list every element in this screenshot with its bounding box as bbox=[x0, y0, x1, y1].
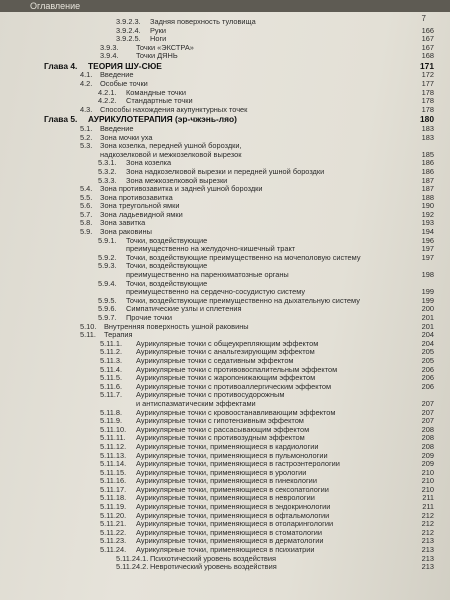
toc-entry-page: 213 bbox=[421, 545, 434, 555]
toc-chapter bbox=[0, 61, 450, 72]
toc-entry-page: 210 bbox=[421, 467, 434, 477]
toc-entry bbox=[0, 469, 450, 478]
toc-entry bbox=[0, 80, 450, 89]
toc-entry-number: 5.11.16. bbox=[100, 476, 127, 486]
toc-entry-number: 4.2.1. bbox=[98, 87, 117, 97]
toc-entry-number: 5.11.1. bbox=[100, 338, 123, 348]
toc-entry-number: 5.3. bbox=[80, 141, 93, 151]
toc-entry-page: 199 bbox=[421, 295, 434, 305]
toc-entry-title: Аурикулярные точки, применяющиеся в пульмонологии bbox=[136, 452, 416, 461]
toc-entry bbox=[0, 106, 450, 115]
toc-entry-number: 5.11.19. bbox=[100, 502, 127, 512]
toc-entry-title: Аурикулярные точки с общеукрепляющим эффектом bbox=[136, 340, 416, 349]
toc-entry-title: Задняя поверхность туловища bbox=[150, 18, 416, 27]
toc-entry-page: 208 bbox=[421, 441, 434, 451]
toc-entry-title: Точки, воздействующие bbox=[126, 262, 416, 271]
toc-entry-page: 178 bbox=[421, 104, 434, 114]
toc-entry-number: 5.11.18. bbox=[100, 493, 127, 503]
toc-entry-page: 213 bbox=[421, 536, 434, 546]
toc-entry-title: Зона раковины bbox=[100, 228, 416, 237]
toc-entry-page: 204 bbox=[421, 338, 434, 348]
toc-entry-title: Зона межкозелковой вырезки bbox=[126, 177, 416, 186]
toc-entry bbox=[0, 134, 450, 143]
toc-entry-page: 194 bbox=[421, 227, 434, 237]
toc-entry-number: 5.11.10. bbox=[100, 424, 127, 434]
toc-entry-title: Аурикулярные точки, применяющиеся в офтальмологии bbox=[136, 512, 416, 521]
toc-entry-number: 5.11.24.1. bbox=[116, 553, 149, 563]
toc-entry-page: 187 bbox=[421, 184, 434, 194]
toc-entry-title: Аурикулярные точки с жаропонижающим эффектом bbox=[136, 374, 416, 383]
toc-entry-title: Стандартные точки bbox=[126, 97, 416, 106]
toc-entry-page: 207 bbox=[421, 407, 434, 417]
toc-entry bbox=[0, 331, 450, 340]
toc-entry bbox=[0, 159, 450, 168]
toc-entry-title: Зона завитка bbox=[100, 219, 416, 228]
toc-entry bbox=[0, 168, 450, 177]
toc-entry bbox=[0, 460, 450, 469]
toc-entry-page: 193 bbox=[421, 218, 434, 228]
toc-entry-number: 5.2. bbox=[80, 132, 93, 142]
toc-entry-page: 213 bbox=[421, 553, 434, 563]
toc-entry-page: 205 bbox=[421, 355, 434, 365]
toc-entry-page: 186 bbox=[421, 166, 434, 176]
toc-entry bbox=[0, 383, 450, 392]
toc-entry-number: 3.9.2.5. bbox=[116, 34, 141, 44]
toc-entry bbox=[0, 400, 450, 409]
toc-entry-page: 200 bbox=[421, 304, 434, 314]
toc-entry-page: 206 bbox=[421, 364, 434, 374]
toc-entry bbox=[0, 340, 450, 349]
toc-entry-page: 177 bbox=[421, 79, 434, 89]
toc-entry-title: преимущественно на сердечно-сосудистую систему bbox=[126, 288, 416, 297]
toc-entry bbox=[0, 529, 450, 538]
toc-entry bbox=[0, 35, 450, 44]
toc-entry-title: Зона треугольной ямки bbox=[100, 202, 416, 211]
toc-entry-number: 4.2.2. bbox=[98, 96, 117, 106]
toc-entry bbox=[0, 211, 450, 220]
toc-entry-number: 5.9.1. bbox=[98, 235, 117, 245]
page-number: 7 bbox=[421, 14, 426, 23]
toc-entry-page: 178 bbox=[421, 96, 434, 106]
toc-entry-page: 209 bbox=[421, 450, 434, 460]
toc-entry-number: 5.5. bbox=[80, 192, 93, 202]
toc-entry-title: Аурикулярные точки, применяющиеся в урологии bbox=[136, 469, 416, 478]
toc-entry-page: 206 bbox=[421, 381, 434, 391]
toc-entry-title: Аурикулярные точки с кровоостанавливающим эффектом bbox=[136, 409, 416, 418]
toc-entry-title: Прочие точки bbox=[126, 314, 416, 323]
toc-entry-title: Психотический уровень воздействия bbox=[150, 555, 416, 564]
toc-entry-title: Зона противозавитка и задней ушной бороздки bbox=[100, 185, 416, 194]
toc-entry-page: 201 bbox=[421, 321, 434, 331]
toc-entry-title: Зона надкозелковой вырезки и передней ушной бороздки bbox=[126, 168, 416, 177]
toc-entry-number: 5.10. bbox=[80, 321, 97, 331]
toc-entry bbox=[0, 89, 450, 98]
toc-entry-number: 5.11.21. bbox=[100, 519, 127, 529]
toc-entry bbox=[0, 494, 450, 503]
toc-entry-number: 5.1. bbox=[80, 123, 93, 133]
toc-entry-page: 208 bbox=[421, 424, 434, 434]
toc-entry-title: Зона ладьевидной ямки bbox=[100, 211, 416, 220]
toc-entry bbox=[0, 228, 450, 237]
toc-entry-title: Аурикулярные точки с противоаллергическим эффектом bbox=[136, 383, 416, 392]
toc-entry bbox=[0, 71, 450, 80]
toc-entry bbox=[0, 297, 450, 306]
toc-entry bbox=[0, 262, 450, 271]
toc-entry bbox=[0, 555, 450, 564]
toc-entry-number: 5.11.23. bbox=[100, 536, 127, 546]
toc-entry-title: Симпатические узлы и сплетения bbox=[126, 305, 416, 314]
toc-entry-page: 171 bbox=[420, 60, 434, 71]
toc-entry-number: 5.11.17. bbox=[100, 484, 127, 494]
toc-entry bbox=[0, 237, 450, 246]
toc-entry-number: 5.11.14. bbox=[100, 459, 127, 469]
toc-entry-page: 180 bbox=[420, 114, 434, 125]
toc-entry-title: Аурикулярные точки, применяющиеся в кардиологии bbox=[136, 443, 416, 452]
toc-entry-number: 5.11.22. bbox=[100, 527, 127, 537]
toc-entry-page: 199 bbox=[421, 287, 434, 297]
toc-entry-number: 5.11.20. bbox=[100, 510, 127, 520]
toc-entry-number: 5.11.8. bbox=[100, 407, 123, 417]
toc-entry-page: 178 bbox=[421, 87, 434, 97]
toc-entry bbox=[0, 348, 450, 357]
toc-entry-number: 5.9.6. bbox=[98, 304, 117, 314]
toc-entry-title: Аурикулярные точки, применяющиеся в сексопатологии bbox=[136, 486, 416, 495]
toc-entry-number: 5.9.2. bbox=[98, 252, 117, 262]
toc-entry-number: 4.1. bbox=[80, 70, 93, 80]
toc-entry-title: Точки, воздействующие преимущественно на дыхательную систему bbox=[126, 297, 416, 306]
toc-entry-number: 5.9.3. bbox=[98, 261, 117, 271]
toc-entry-title: Аурикулярные точки с рассасывающим эффектом bbox=[136, 426, 416, 435]
toc-entry-title: Введение bbox=[100, 71, 416, 80]
toc-entry bbox=[0, 563, 450, 572]
toc-entry bbox=[0, 271, 450, 280]
toc-entry-title: Аурикулярные точки с гипотензивным эффектом bbox=[136, 417, 416, 426]
toc-entry-page: 207 bbox=[421, 416, 434, 426]
toc-entry-number: 5.4. bbox=[80, 184, 93, 194]
toc-entry bbox=[0, 177, 450, 186]
header-title: Оглавление bbox=[30, 1, 81, 11]
toc-entry bbox=[0, 314, 450, 323]
toc-entry-page: 210 bbox=[421, 476, 434, 486]
toc-entry-title: Аурикулярные точки, применяющиеся в стоматологии bbox=[136, 529, 416, 538]
toc-entry bbox=[0, 288, 450, 297]
toc-entry bbox=[0, 18, 450, 27]
toc-entry-number: 4.2. bbox=[80, 79, 93, 89]
toc-entry-number: 5.3.3. bbox=[98, 175, 117, 185]
toc-entry-page: 192 bbox=[421, 209, 434, 219]
toc-entry bbox=[0, 409, 450, 418]
toc-entry-page: 212 bbox=[421, 519, 434, 529]
toc-entry-number: 5.11.4. bbox=[100, 364, 123, 374]
toc-entry-title: Аурикулярные точки, применяющиеся в неврологии bbox=[136, 494, 416, 503]
toc-entry bbox=[0, 417, 450, 426]
toc-entry bbox=[0, 151, 450, 160]
toc-entry-title: Аурикулярные точки, применяющиеся в отоларингологии bbox=[136, 520, 416, 529]
toc-entry-page: 205 bbox=[421, 347, 434, 357]
toc-entry-number: 5.9.4. bbox=[98, 278, 117, 288]
toc-entry-page: 166 bbox=[421, 25, 434, 35]
toc-entry-title: Точки, воздействующие преимущественно на мочеполовую систему bbox=[126, 254, 416, 263]
toc-entry bbox=[0, 391, 450, 400]
toc-entry bbox=[0, 443, 450, 452]
toc-entry-title: Аурикулярные точки, применяющиеся в гинекологии bbox=[136, 477, 416, 486]
toc-entry-title: Аурикулярные точки с анальгезирующим эффектом bbox=[136, 348, 416, 357]
toc-entry-number: 5.9.7. bbox=[98, 313, 117, 322]
toc-entry-title: АУРИКУЛОТЕРАПИЯ (эр-чжэнь-ляо) bbox=[88, 114, 416, 125]
toc-entry-page: 190 bbox=[421, 201, 434, 211]
toc-entry-page: 204 bbox=[421, 330, 434, 340]
toc-entry-number: 5.8. bbox=[80, 218, 93, 228]
toc-entry bbox=[0, 426, 450, 435]
toc-entry-number: 5.11.9. bbox=[100, 416, 123, 426]
toc-entry-title: Терапия bbox=[104, 331, 416, 340]
toc-entry-title: Зона противозавитка bbox=[100, 194, 416, 203]
toc-entry-page: 183 bbox=[421, 132, 434, 142]
toc-entry bbox=[0, 512, 450, 521]
toc-entry bbox=[0, 27, 450, 36]
toc-entry-page: 212 bbox=[421, 510, 434, 520]
toc-entry-title: Невротический уровень воздействия bbox=[150, 563, 416, 572]
toc-entry-number: 5.11.7. bbox=[100, 390, 123, 400]
toc-entry bbox=[0, 194, 450, 203]
toc-entry-number: 5.11.11. bbox=[100, 433, 126, 443]
toc-entry bbox=[0, 125, 450, 134]
toc-entry-title: Зона козелка bbox=[126, 159, 416, 168]
toc-entry-number: 5.9. bbox=[80, 227, 93, 237]
toc-entry-title: преимущественно на желудочно-кишечный тракт bbox=[126, 245, 416, 254]
toc-entry-page: 185 bbox=[421, 149, 434, 159]
toc-entry-page: 213 bbox=[421, 562, 434, 572]
toc-entry-number: 5.11.13. bbox=[100, 450, 127, 460]
toc-entry-title: Аурикулярные точки с противозудным эффектом bbox=[136, 434, 416, 443]
toc-entry-title: Аурикулярные точки, применяющиеся в психиатрии bbox=[136, 546, 416, 555]
toc-entry-title: ТЕОРИЯ ШУ-СЮЕ bbox=[88, 61, 416, 72]
toc-entry-title: Введение bbox=[100, 125, 416, 134]
toc-entry bbox=[0, 374, 450, 383]
toc-entry-page: 197 bbox=[421, 252, 434, 262]
table-of-contents bbox=[0, 18, 450, 572]
toc-entry-title: Зона козелка, передней ушной бороздки, bbox=[100, 142, 416, 151]
toc-entry-number: 5.11.24.2. bbox=[116, 562, 149, 572]
toc-entry-title: Точки «ЭКСТРА» bbox=[136, 44, 416, 53]
toc-entry-number: 5.11.2. bbox=[100, 347, 123, 357]
toc-entry-page: 198 bbox=[421, 270, 434, 280]
toc-entry-title: Руки bbox=[150, 27, 416, 36]
toc-entry-page: 201 bbox=[421, 313, 434, 322]
toc-entry-page: 210 bbox=[421, 484, 434, 494]
toc-chapter bbox=[0, 114, 450, 125]
toc-entry-title: Ноги bbox=[150, 35, 416, 44]
toc-entry-number: 5.7. bbox=[80, 209, 93, 219]
toc-entry-number: 5.11.24. bbox=[100, 545, 127, 555]
toc-entry bbox=[0, 546, 450, 555]
toc-entry bbox=[0, 97, 450, 106]
toc-entry-number: 5.11.5. bbox=[100, 373, 123, 383]
toc-entry bbox=[0, 323, 450, 332]
toc-entry-number: 5.11. bbox=[80, 330, 96, 340]
toc-entry bbox=[0, 452, 450, 461]
toc-entry bbox=[0, 366, 450, 375]
toc-entry-page: 212 bbox=[421, 527, 434, 537]
toc-entry-title: Аурикулярные точки, применяющиеся в гастроэнтерологии bbox=[136, 460, 416, 469]
toc-entry-title: Особые точки bbox=[100, 80, 416, 89]
toc-entry bbox=[0, 434, 450, 443]
toc-entry-number: 4.3. bbox=[80, 104, 93, 114]
toc-entry-number: 5.11.12. bbox=[100, 441, 127, 451]
toc-entry-page: 206 bbox=[421, 373, 434, 383]
toc-entry-page: 172 bbox=[421, 70, 434, 80]
toc-entry bbox=[0, 185, 450, 194]
toc-entry-number: 3.9.3. bbox=[100, 42, 119, 52]
toc-entry-title: Аурикулярные точки с противовоспалительным эффектом bbox=[136, 366, 416, 375]
toc-entry-number: 3.9.2.3. bbox=[116, 17, 141, 26]
toc-entry-number: 5.6. bbox=[80, 201, 93, 211]
toc-entry-title: Способы нахождения акупунктурных точек bbox=[100, 106, 416, 115]
toc-entry bbox=[0, 305, 450, 314]
toc-entry-page: 209 bbox=[421, 459, 434, 469]
toc-entry-number: 5.3.2. bbox=[98, 166, 117, 176]
toc-entry-title: Командные точки bbox=[126, 89, 416, 98]
toc-entry-title: преимущественно на паренхиматозные органы bbox=[126, 271, 416, 280]
toc-entry-title: Точки ДЯНЬ bbox=[136, 52, 416, 61]
toc-entry-number: 5.3.1. bbox=[98, 158, 117, 168]
toc-entry bbox=[0, 477, 450, 486]
toc-entry bbox=[0, 503, 450, 512]
running-header bbox=[0, 0, 450, 12]
toc-entry-number: 5.11.15. bbox=[100, 467, 127, 477]
toc-entry-number: 3.9.4. bbox=[100, 51, 119, 61]
toc-entry-page: 188 bbox=[421, 192, 434, 202]
toc-entry-number: 5.9.5. bbox=[98, 295, 117, 305]
toc-entry-title: Аурикулярные точки с седативным эффектом bbox=[136, 357, 416, 366]
toc-entry bbox=[0, 142, 450, 151]
toc-entry-title: Зона мочки уха bbox=[100, 134, 416, 143]
toc-entry-page: 167 bbox=[421, 34, 434, 44]
toc-entry-number: 5.11.3. bbox=[100, 355, 123, 365]
toc-entry bbox=[0, 202, 450, 211]
toc-entry bbox=[0, 280, 450, 289]
toc-entry-title: надкозелковой и межкозелковой вырезок bbox=[100, 151, 416, 160]
toc-entry bbox=[0, 44, 450, 53]
toc-entry-page: 211 bbox=[422, 502, 434, 512]
toc-entry-page: 167 bbox=[421, 42, 434, 52]
toc-entry-title: Точки, воздействующие bbox=[126, 280, 416, 289]
toc-entry-number: Глава 5. bbox=[44, 114, 78, 125]
toc-entry-page: 196 bbox=[421, 235, 434, 245]
toc-entry-title: Аурикулярные точки, применяющиеся в дерматологии bbox=[136, 537, 416, 546]
toc-entry-number: Глава 4. bbox=[44, 60, 78, 71]
toc-entry-page: 168 bbox=[421, 51, 434, 61]
toc-entry-title: Точки, воздействующие bbox=[126, 237, 416, 246]
toc-entry-title: Аурикулярные точки с противосудорожным bbox=[136, 391, 416, 400]
toc-entry bbox=[0, 520, 450, 529]
toc-entry-page: 183 bbox=[421, 123, 434, 133]
toc-entry bbox=[0, 486, 450, 495]
toc-entry-page: 207 bbox=[421, 398, 434, 408]
toc-entry-page: 187 bbox=[421, 175, 434, 185]
toc-entry bbox=[0, 537, 450, 546]
toc-entry-title: и антиспазматическим эффектами bbox=[136, 400, 416, 409]
toc-entry-title: Аурикулярные точки, применяющиеся в эндокринологии bbox=[136, 503, 416, 512]
toc-entry-number: 5.11.6. bbox=[100, 381, 123, 391]
toc-entry bbox=[0, 219, 450, 228]
toc-entry bbox=[0, 254, 450, 263]
toc-entry-page: 186 bbox=[421, 158, 434, 168]
toc-entry-number: 3.9.2.4. bbox=[116, 25, 141, 35]
toc-entry bbox=[0, 52, 450, 61]
toc-entry-page: 211 bbox=[422, 493, 434, 503]
toc-entry-page: 208 bbox=[421, 433, 434, 443]
toc-entry-page: 197 bbox=[421, 244, 434, 254]
toc-entry-title: Внутренняя поверхность ушной раковины bbox=[104, 323, 416, 332]
toc-entry bbox=[0, 245, 450, 254]
toc-entry bbox=[0, 357, 450, 366]
